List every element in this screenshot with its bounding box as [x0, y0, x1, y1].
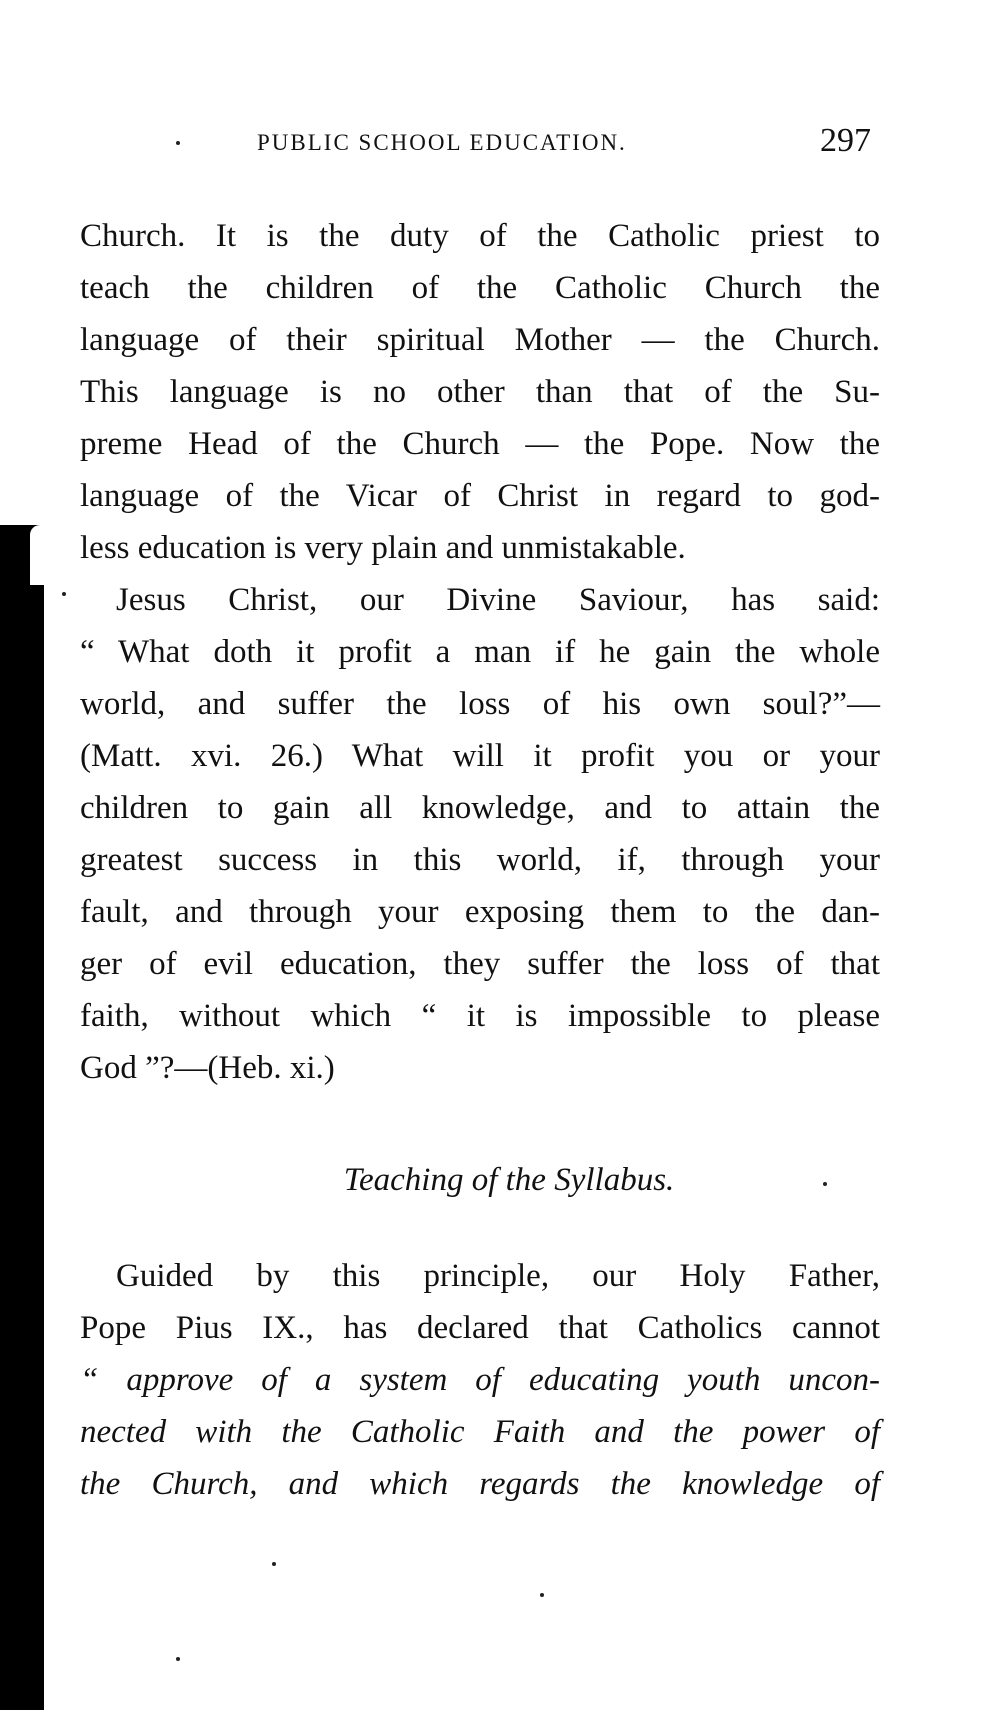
binding-shadow: [0, 525, 44, 1710]
text-line: God ”?—(Heb. xi.): [80, 1050, 335, 1086]
text-line: Church. It is the duty of the Catholic priest to: [80, 218, 880, 254]
text-line: greatest success in this world, if, through your: [80, 842, 880, 878]
quoted-line: “ approve of a system of educating youth uncon-: [80, 1362, 880, 1398]
scan-speck: [823, 1182, 827, 1186]
running-head: [0, 122, 1008, 162]
text-line: (Matt. xvi. 26.) What will it profit you or your: [80, 738, 880, 774]
body-text-top: [80, 210, 880, 1094]
text-line: language of their spiritual Mother — the Church.: [80, 322, 880, 358]
body-text-bottom: [80, 1250, 880, 1510]
text-line: Jesus Christ, our Divine Saviour, has said:: [116, 582, 880, 618]
text-line: fault, and through your exposing them to the dan-: [80, 894, 880, 930]
text-line: language of the Vicar of Christ in regard to god-: [80, 478, 880, 514]
paragraph-jesus-christ: [80, 574, 880, 1094]
paragraph-guided: [80, 1250, 880, 1510]
text-line: children to gain all knowledge, and to attain the: [80, 790, 880, 826]
page-number: 297: [820, 122, 871, 159]
section-heading: Teaching of the Syllabus.: [343, 1162, 675, 1198]
quoted-line: the Church, and which regards the knowledge of: [80, 1466, 880, 1502]
scan-speck: [176, 1657, 180, 1661]
quoted-line: nected with the Catholic Faith and the power of: [80, 1414, 880, 1450]
scan-speck: [62, 592, 66, 596]
running-title: PUBLIC SCHOOL EDUCATION.: [257, 130, 627, 155]
scan-speck: [176, 141, 180, 145]
text-line: “ What doth it profit a man if he gain the whole: [80, 634, 880, 670]
paragraph-continuation: [80, 210, 880, 574]
text-line: preme Head of the Church — the Pope. Now the: [80, 426, 880, 462]
text-line: This language is no other than that of the Su-: [80, 374, 880, 410]
scan-speck: [272, 1562, 276, 1566]
scan-speck: [540, 1593, 544, 1597]
text-line: less education is very plain and unmistakable.: [80, 530, 686, 566]
text-line: world, and suffer the loss of his own soul?”—: [80, 686, 880, 722]
text-line: teach the children of the Catholic Church the: [80, 270, 880, 306]
text-line: ger of evil education, they suffer the loss of that: [80, 946, 880, 982]
text-line: faith, without which “ it is impossible to please: [80, 998, 880, 1034]
text-line: Guided by this principle, our Holy Father,: [116, 1258, 880, 1294]
text-line: Pope Pius IX., has declared that Catholics cannot: [80, 1310, 880, 1346]
